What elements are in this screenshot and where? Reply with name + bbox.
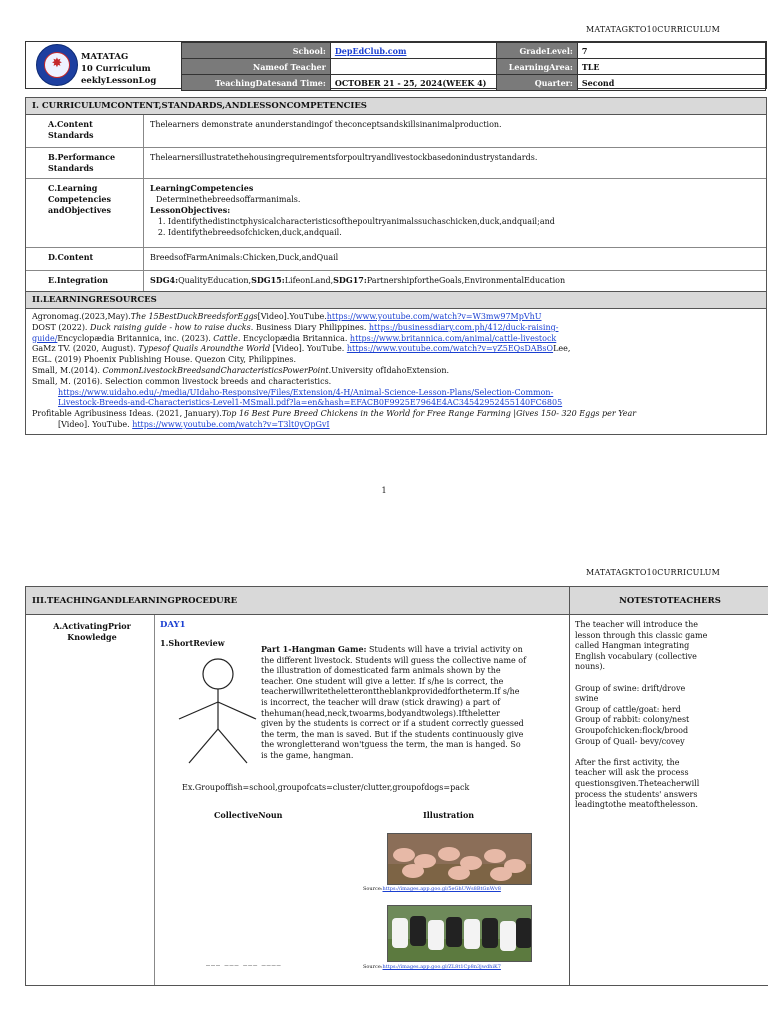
section-3-title: III.TEACHINGANDLEARNINGPROCEDURE [26,587,569,615]
integration-label: E.Integration [26,271,144,291]
activating-label: A.ActivatingPrior Knowledge [53,621,131,642]
curriculum-section [25,97,767,292]
column-divider [569,587,570,985]
resource-link[interactable]: https://www.youtube.com/watch?v=W3mw97MpVhU [326,312,542,321]
competencies-heading: LearningCompetencies [150,183,254,193]
illustration-header: Illustration [423,810,475,820]
resource-link[interactable]: https://www.youtube.com/watch?v=yZ5EQsDABsO [346,344,554,354]
integration-row [26,271,766,291]
section-1-title: I. CURRICULUMCONTENT,STANDARDS,ANDLESSONCOMPETENCIES [26,98,766,115]
resource-item: GaMz TV. (2020, August). Typesof Quails Aroundthe World [Video]. YouTube. https://www.youtube.com/watch?v=yZ5EQsDABsOLee, [32,344,571,354]
collective-noun-header: CollectiveNoun [214,810,283,820]
answer-blanks: ___ ___ ___ ____ [206,957,282,966]
short-review-label: 1.ShortReview [160,638,225,648]
resource-link[interactable]: https://www.youtube.com/watch?v=T3lt0yOpGvI [132,419,330,429]
page-number: 1 [381,486,387,495]
resource-item: Profitable Agribusiness Ideas. (2021, January).Top 16 Best Pure Breed Chickens in the World for Free Range Farming |Gives 150- 320 Eggs per Year [32,409,637,419]
section-2-title: II.LEARNINGRESOURCES [26,292,766,309]
school-label: School: [182,43,331,59]
content-text: BreedsofFarmAnimals:Chicken,Duck,andQuail [150,253,339,262]
hangman-instructions: Part 1-Hangman Game: Students will have a trivial activity on the different livestock. Students will guess the collective name of the illustration of domesticated farm animals shown by the teacher. One student will give a letter. If s/he is correct, the teacherwillwritetheletteronttheblankprovidedfortheterm.If s/he is incorrect, the teacher will draw (stick drawing) a part of thehuman(head,neck,twoarms,bodyandtwolegs).Iftheletter given by the students is correct or if a student correctly guessed the term, the man is saved. But if the students continuously give the wrongletterand won'tguess the term, the man is hanged. So is the game, hangman. [261,644,527,760]
objective-item: 2. Identifythebreedsofchicken,duck,andquail. [168,227,760,238]
objectives-list [150,216,760,238]
content-row [26,248,766,271]
content-label: D.Content [26,248,144,270]
resource-item: guide/Encyclopædia Britannica, inc. (2023). Cattle. Encyclopædia Britannica. https://www.britannica.com/animal/cattle-livestock [32,333,557,343]
day-label: DAY1 [160,620,186,630]
cattle-image [387,905,532,962]
notes-text: The teacher will introduce the lesson through this classic game called Hangman integrating English vocabulary (collective nouns). Group of swine: drift/drove swine Group of cattle/goat: herd Group of rabbit: colony/nest Groupofchicken:flock/brood Group of Quail- bevy/covey After the first activity, the teacher will ask the process questionsgiven.Theteacherwill process the students' answers leadingtothe meatofthelesson. [575,620,708,810]
header-block [25,41,767,89]
objective-item: 1. Identifythedistinctphysicalcharacteristicsofthepoultryanimalssuchaschicken,duck,andquail;and [168,216,760,227]
area-label: LearningArea: [497,59,577,75]
resource-item: Agronomag.(2023,May).The 15BestDuckBreedsforEggs[Video].YouTube.https://www.youtube.com/watch?v=W3mw97MpVhU [32,312,542,321]
running-header: MATATAGKTO10CURRICULUM [585,568,720,577]
competency-text: Determinethebreedsoffarmanimals. [156,195,301,204]
performance-standards-text: Thelearnersillustratethehousingrequirementsforpoultryandlivestockbasedonindustrystandards. [150,153,538,162]
resource-link[interactable]: https://businessdiary.com.ph/412/duck-raising- [368,322,559,332]
content-standards-text: Thelearners demonstrate anunderstandingof theconceptsandskillsinanimalproduction. [150,120,502,129]
school-link[interactable]: DepEdClub.com [334,45,407,56]
example-text: Ex.Groupoffish=school,groupofcats=cluster/clutter,groupofdogs=pack [182,783,470,792]
teacher-value [330,59,497,75]
quarter-label: Quarter: [497,75,577,91]
resource-item: DOST (2022). Duck raising guide - how to raise ducks. Business Diary Philippines. https://businessdiary.com.ph/412/duck-raising- [32,322,559,332]
dates-label: TeachingDatesand Time: [182,75,331,91]
content-standards-label: A.Content Standards [26,115,144,147]
resource-item [32,388,760,399]
source-link[interactable]: https://images.app.goo.gl/5eGhUWs8BtGnWv8 [382,886,501,892]
objectives-label: C.Learning Competencies andObjectives [26,179,144,247]
performance-standards-label: B.Performance Standards [26,148,144,178]
grade-value: 7 [577,43,765,59]
source-caption: Source:https://images.app.goo.gl/5eGhUWs8BtGnWv8 [363,886,501,892]
source-caption: Source:https://images.app.goo.gl/ZL8t1Cp8n3jwdhiK7 [363,964,501,970]
teacher-label: Nameof Teacher [182,59,331,75]
resource-link[interactable]: guide/ [32,333,58,343]
notes-title: NOTESTOTEACHERS [569,587,768,615]
resources-list [26,309,766,434]
resource-link[interactable]: Livestock-Breeds-and-Characteristics-Level1-MSmall.pdf?la=en&hash=EFACB0F9925E7964E4AC34542952455140FC6805 [58,398,563,408]
grade-label: GradeLevel: [497,43,577,59]
area-value: TLE [577,59,765,75]
resources-section [25,291,767,435]
resource-item: Small, M.(2014). CommonLivestockBreedsandCharacteristicsPowerPoint.University ofIdahoExtension. [32,365,450,375]
running-header: MATATAGKTO10CURRICULUM [585,25,720,34]
logo-area [26,42,182,88]
pigs-image [387,833,532,885]
objectives-heading: LessonObjectives: [150,205,231,215]
label-divider [154,615,155,985]
header-table [181,42,766,91]
resource-link[interactable]: https://www.britannica.com/animal/cattle-livestock [349,333,557,343]
quarter-value: Second [577,75,765,91]
integration-text: SDG4:QualityEducation,SDG15:LifeonLand,SDG17:PartnershipfortheGoals,EnvironmentalEducation [150,275,566,285]
stick-figure-icon [171,657,261,767]
dates-value: OCTOBER 21 - 25, 2024(WEEK 4) [330,75,497,91]
resource-link[interactable]: https://www.uidaho.edu/-/media/UIdaho-Responsive/Files/Extension/4-H/Animal-Science-Lesson-Plans/Selection-Common- [58,387,554,397]
objectives-row [26,179,766,248]
objectives-cell [144,179,766,247]
resource-item: [Video]. YouTube. https://www.youtube.com/watch?v=T3lt0yOpGvI [58,419,330,429]
resource-item [32,398,760,409]
resource-item: EGL. (2019) Phoenix Publishing House. Quezon City, Philippines. [32,355,297,365]
teaching-procedure-section [25,586,768,986]
performance-standards-row [26,148,766,179]
content-standards-row [26,115,766,148]
deped-seal-icon: ✸ [36,44,78,86]
resource-item: Small, M. (2016). Selection common livestock breeds and characteristics. [32,376,332,386]
source-link[interactable]: https://images.app.goo.gl/ZL8t1Cp8n3jwdhiK7 [382,964,501,970]
logo-text: MATATAG 10 Curriculum eeklyLessonLog [81,52,157,86]
